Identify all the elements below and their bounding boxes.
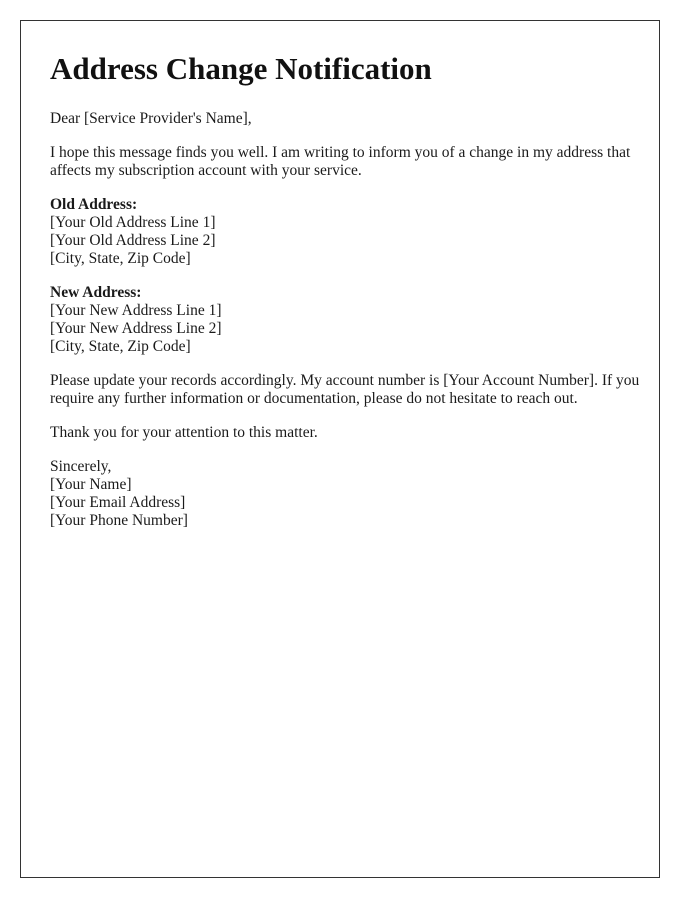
new-address-city-state-zip: [City, State, Zip Code]	[50, 338, 191, 355]
new-address-line-1: [Your New Address Line 1]	[50, 302, 222, 319]
new-address-label: New Address:	[50, 284, 142, 301]
thanks-paragraph: Thank you for your attention to this matter.	[50, 424, 318, 441]
old-address-line-2: [Your Old Address Line 2]	[50, 232, 216, 249]
intro-paragraph: I hope this message finds you well. I am writing to inform you of a change in my address that affects my subscription account with your service.	[50, 144, 631, 179]
sender-email: [Your Email Address]	[50, 494, 186, 511]
new-address-line-2: [Your New Address Line 2]	[50, 320, 222, 337]
old-address-label: Old Address:	[50, 196, 138, 213]
closing-block	[50, 458, 640, 530]
old-address-line-1: [Your Old Address Line 1]	[50, 214, 216, 231]
letter-page	[20, 20, 660, 878]
letter-content	[50, 49, 640, 546]
old-address-city-state-zip: [City, State, Zip Code]	[50, 250, 191, 267]
old-address-block	[50, 196, 640, 268]
new-address-block	[50, 284, 640, 356]
sender-phone: [Your Phone Number]	[50, 512, 188, 529]
request-paragraph: Please update your records accordingly. My account number is [Your Account Number]. If you require any further information or documentation, please do not hesitate to reach out.	[50, 372, 640, 407]
letter-title: Address Change Notification	[50, 51, 432, 86]
signoff: Sincerely,	[50, 458, 112, 475]
sender-name: [Your Name]	[50, 476, 132, 493]
salutation: Dear [Service Provider's Name],	[50, 110, 252, 127]
